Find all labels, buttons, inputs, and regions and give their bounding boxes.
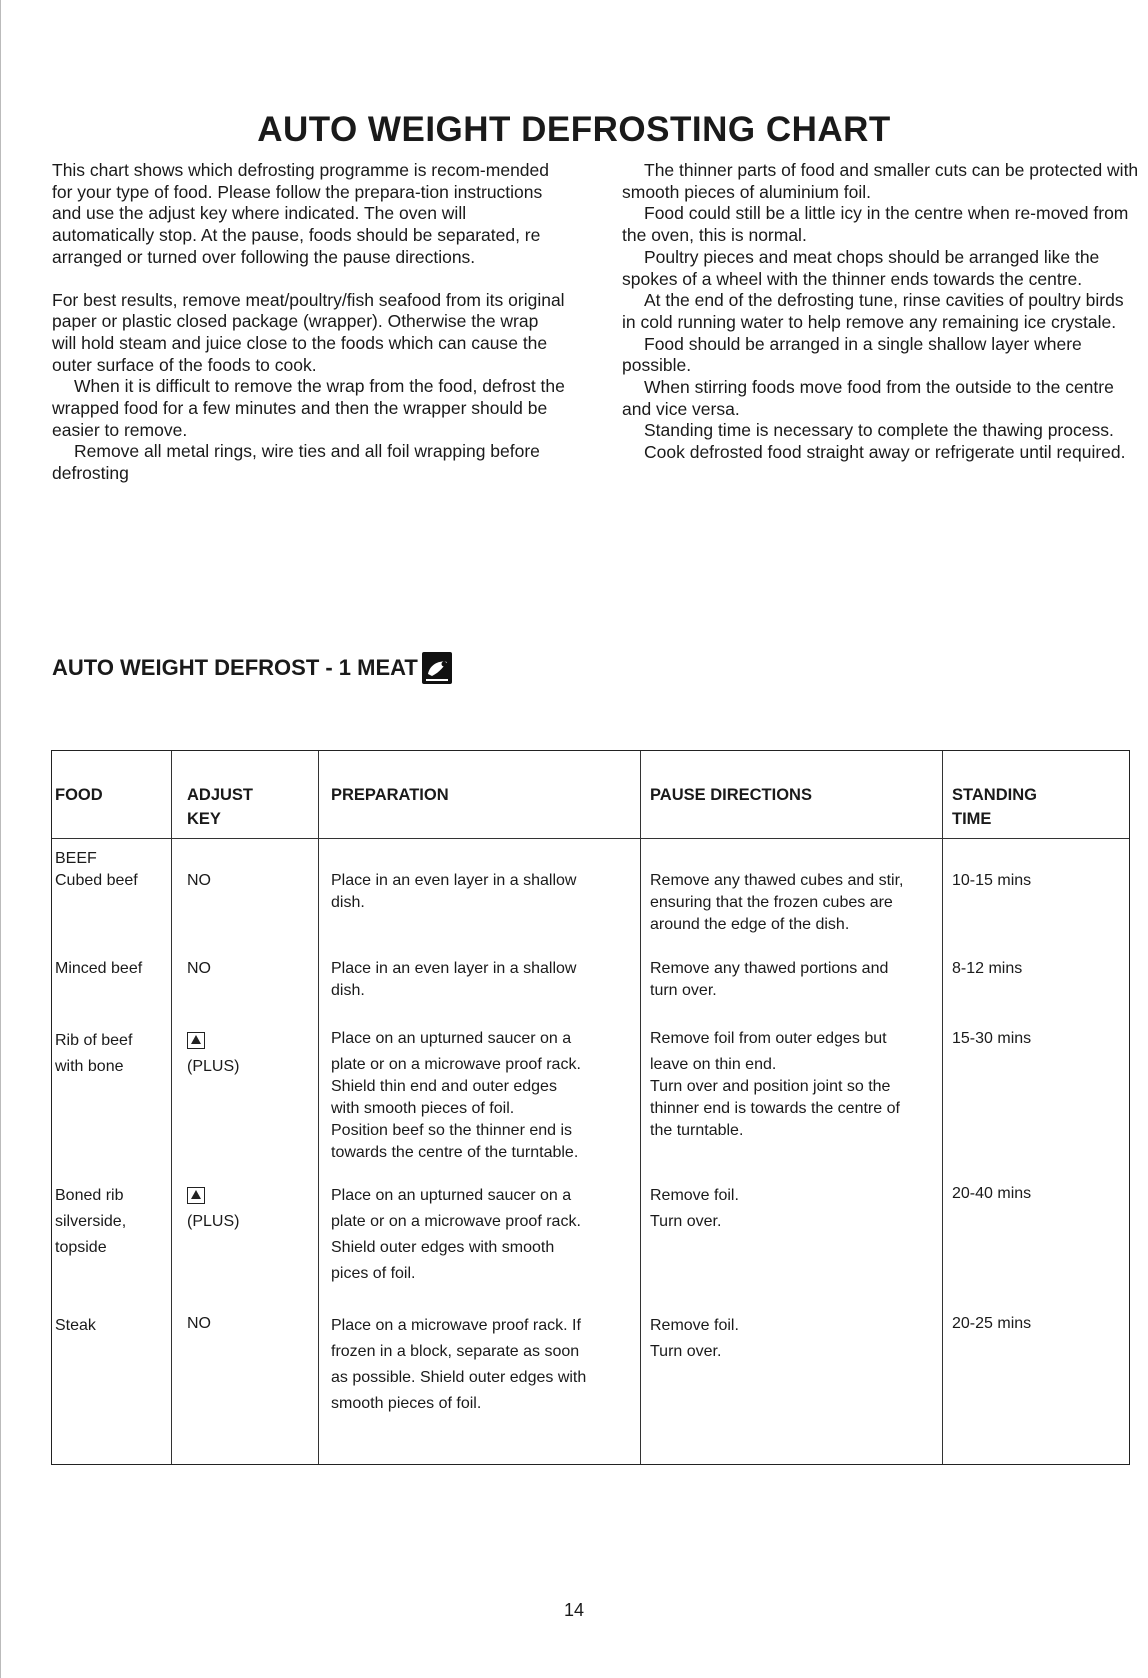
pause-line: Remove foil. bbox=[650, 1187, 739, 1204]
preparation-line: smooth pieces of foil. bbox=[331, 1395, 482, 1412]
header-standing-line: STANDING bbox=[952, 786, 1037, 804]
adjust-label: (PLUS) bbox=[187, 1213, 240, 1230]
section-heading bbox=[52, 652, 452, 684]
page-edge-line bbox=[0, 0, 1, 1678]
up-triangle-key-icon bbox=[187, 1187, 205, 1204]
column-divider bbox=[171, 751, 172, 1464]
food-line: Boned rib bbox=[55, 1187, 124, 1204]
preparation-line: plate or on a microwave proof rack. bbox=[331, 1056, 581, 1073]
food-cell bbox=[55, 1028, 132, 1080]
preparation-line: as possible. Shield outer edges with bbox=[331, 1369, 587, 1386]
preparation-line: Place in an even layer in a shallow bbox=[331, 872, 577, 889]
preparation-line: frozen in a block, separate as soon bbox=[331, 1343, 580, 1360]
intro-paragraph: For best results, remove meat/poultry/fish seafood from its original paper or plastic closed package (wrapper). Otherwise the wrap will hold steam and juice close to the foods which can cause the outer surface of the foods to cook. bbox=[52, 289, 565, 375]
intro-paragraph: Cook defrosted food straight away or refrigerate until required. bbox=[644, 442, 1126, 463]
intro-paragraph: At the end of the defrosting tune, rinse cavities of poultry birds in cold running water to help remove any remaining ice crystale. bbox=[622, 290, 1124, 332]
food-line: Minced beef bbox=[55, 960, 143, 977]
pause-cell bbox=[650, 1313, 739, 1365]
food-line: topside bbox=[55, 1239, 107, 1256]
up-triangle-key-icon bbox=[187, 1032, 205, 1049]
header-preparation: PREPARATION bbox=[331, 786, 449, 804]
preparation-line: Shield outer edges with smooth bbox=[331, 1239, 555, 1256]
standing-cell: 8-12 mins bbox=[952, 960, 1023, 977]
header-food: FOOD bbox=[55, 786, 103, 804]
pause-line: thinner end is towards the centre of bbox=[650, 1100, 900, 1117]
adjust-cell: NO bbox=[187, 960, 211, 977]
preparation-line: plate or on a microwave proof rack. bbox=[331, 1213, 581, 1230]
standing-cell: 20-40 mins bbox=[952, 1185, 1032, 1202]
page-number: 14 bbox=[563, 1600, 585, 1620]
standing-cell: 10-15 mins bbox=[952, 872, 1032, 889]
intro-paragraph: When stirring foods move food from the outside to the centre and vice versa. bbox=[622, 377, 1114, 419]
food-line: Cubed beef bbox=[55, 872, 138, 889]
intro-paragraph: Poultry pieces and meat chops should be arranged like the spokes of a wheel with the thinner ends towards the centre. bbox=[622, 246, 1100, 289]
section-heading-text: AUTO WEIGHT DEFROST - 1 MEAT bbox=[52, 655, 418, 680]
food-line: with bone bbox=[55, 1058, 124, 1075]
intro-paragraph: Food should be arranged in a single shallow layer where possible. bbox=[622, 333, 1082, 376]
preparation-line: Position beef so the thinner end is bbox=[331, 1122, 573, 1139]
preparation-cell bbox=[331, 958, 576, 1002]
intro-left-column bbox=[52, 160, 567, 485]
preparation-line: pices of foil. bbox=[331, 1265, 416, 1282]
intro-paragraph: Remove all metal rings, wire ties and all foil wrapping before defrosting bbox=[52, 441, 540, 484]
food-cell bbox=[55, 870, 138, 892]
food-cell bbox=[55, 1313, 96, 1339]
preparation-line: dish. bbox=[331, 982, 365, 999]
preparation-line: Shield thin end and outer edges bbox=[331, 1078, 557, 1095]
adjust-cell bbox=[187, 1028, 239, 1080]
adjust-label: (PLUS) bbox=[187, 1058, 240, 1075]
preparation-cell bbox=[331, 1183, 581, 1287]
intro-paragraph: The thinner parts of food and smaller cuts can be protected with smooth pieces of aluminium foil. bbox=[622, 160, 1139, 202]
column-divider bbox=[942, 751, 943, 1464]
preparation-line: with smooth pieces of foil. bbox=[331, 1100, 515, 1117]
preparation-line: Place on an upturned saucer on a bbox=[331, 1187, 572, 1204]
intro-paragraph: Standing time is necessary to complete the thawing process. bbox=[644, 420, 1114, 441]
standing-cell: 15-30 mins bbox=[952, 1030, 1032, 1047]
header-adjust-key bbox=[187, 783, 253, 831]
intro-right-column bbox=[622, 160, 1142, 464]
food-line: Rib of beef bbox=[55, 1032, 133, 1049]
column-divider bbox=[318, 751, 319, 1464]
pause-line: Turn over. bbox=[650, 1343, 722, 1360]
meat-icon bbox=[422, 652, 452, 684]
preparation-cell bbox=[331, 1313, 586, 1417]
header-adjust-line: ADJUST bbox=[187, 786, 254, 804]
pause-line: turn over. bbox=[650, 982, 717, 999]
pause-line: Turn over and position joint so the bbox=[650, 1078, 891, 1095]
adjust-cell bbox=[187, 1183, 239, 1235]
page-title: AUTO WEIGHT DEFROSTING CHART bbox=[257, 110, 891, 149]
column-divider bbox=[640, 751, 641, 1464]
header-adjust-line: KEY bbox=[187, 810, 221, 828]
header-divider bbox=[52, 838, 1129, 839]
intro-paragraph: When it is difficult to remove the wrap from the food, defrost the wrapped food for a few minutes and then the wrapper should be easier to remove. bbox=[52, 376, 565, 440]
preparation-line: towards the centre of the turntable. bbox=[331, 1144, 579, 1161]
pause-cell bbox=[650, 870, 903, 936]
preparation-cell bbox=[331, 1028, 581, 1164]
header-standing-time bbox=[952, 783, 1037, 831]
preparation-line: dish. bbox=[331, 894, 365, 911]
pause-line: leave on thin end. bbox=[650, 1056, 777, 1073]
pause-line: the turntable. bbox=[650, 1122, 744, 1139]
food-cell bbox=[55, 1183, 126, 1261]
adjust-cell: NO bbox=[187, 1315, 211, 1332]
preparation-cell bbox=[331, 870, 576, 914]
preparation-line: Place on an upturned saucer on a bbox=[331, 1030, 572, 1047]
adjust-cell: NO bbox=[187, 872, 211, 889]
food-cell bbox=[55, 958, 142, 980]
standing-cell: 20-25 mins bbox=[952, 1315, 1032, 1332]
pause-cell bbox=[650, 1183, 739, 1235]
pause-cell bbox=[650, 1028, 900, 1142]
food-line: silverside, bbox=[55, 1213, 127, 1230]
pause-line: Remove any thawed cubes and stir, bbox=[650, 872, 904, 889]
pause-line: around the edge of the dish. bbox=[650, 916, 850, 933]
pause-line: Remove foil. bbox=[650, 1317, 739, 1334]
category-label: BEEF bbox=[55, 850, 97, 867]
intro-paragraph: Food could still be a little icy in the centre when re-moved from the oven, this is normal. bbox=[622, 203, 1129, 246]
pause-cell bbox=[650, 958, 888, 1002]
pause-line: Remove foil from outer edges but bbox=[650, 1030, 887, 1047]
intro-paragraph: This chart shows which defrosting programme is recom-mended for your type of food. Please follow the prepara-tion instructions and use the adjust key where indicated. The oven will automatically stop. At the pause, foods should be separated, re arranged or turned over following the pause directions. bbox=[52, 160, 549, 267]
pause-line: Remove any thawed portions and bbox=[650, 960, 889, 977]
pause-line: Turn over. bbox=[650, 1213, 722, 1230]
preparation-line: Place in an even layer in a shallow bbox=[331, 960, 577, 977]
header-pause-directions: PAUSE DIRECTIONS bbox=[650, 786, 812, 804]
preparation-line: Place on a microwave proof rack. If bbox=[331, 1317, 581, 1334]
header-standing-line: TIME bbox=[952, 810, 992, 828]
food-line: Steak bbox=[55, 1317, 96, 1334]
pause-line: ensuring that the frozen cubes are bbox=[650, 894, 893, 911]
defrost-table bbox=[51, 750, 1130, 1465]
